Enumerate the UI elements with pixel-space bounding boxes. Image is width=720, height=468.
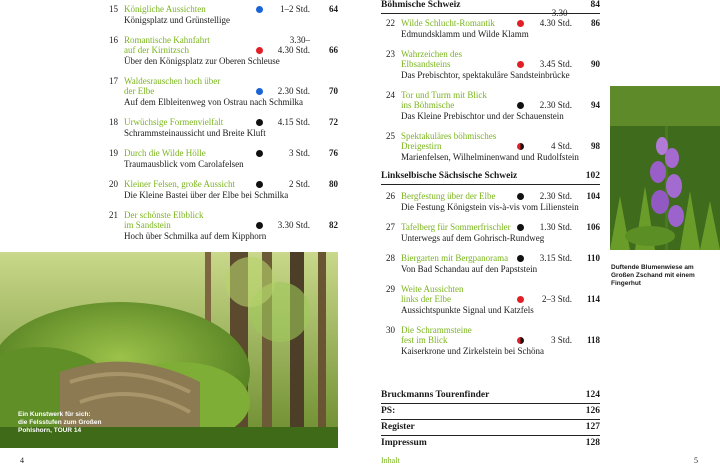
difficulty-dot-icon — [517, 61, 524, 68]
tour-subtitle: Das Prebischtor, spektakuläre Sandsteinbrücke — [401, 70, 570, 80]
appendix-page: 124 — [585, 390, 600, 400]
difficulty-dot-icon — [256, 150, 263, 157]
tour-title: Romantische Kahnfahrt auf der Kirnitzsch — [124, 35, 210, 55]
appendix-label: Impressum — [381, 438, 427, 448]
tour-page: 118 — [586, 335, 600, 345]
appendix-item[interactable] — [381, 390, 600, 402]
tour-entry-15[interactable] — [104, 4, 338, 26]
tour-title: Königliche Aussichten — [124, 4, 206, 14]
appendix-page: 127 — [585, 422, 600, 432]
tour-number: 30 — [386, 325, 395, 335]
difficulty-dot-icon — [517, 20, 524, 27]
tour-duration: 3.15 Std. — [539, 253, 572, 263]
tour-title: Wilde Schlucht-Romantik — [401, 18, 495, 28]
tour-duration: 1–2 Std. — [279, 4, 310, 14]
tour-entry-19[interactable] — [104, 148, 338, 170]
tour-number: 28 — [386, 253, 395, 263]
section-title: Böhmische Schweiz — [381, 0, 461, 10]
appendix-item[interactable] — [381, 438, 600, 450]
appendix-rule — [381, 435, 600, 436]
tour-title: Spektakuläres böhmisches Dreigestirn — [401, 131, 497, 151]
tour-duration: 3 Std. — [550, 335, 572, 345]
tour-number: 27 — [386, 222, 395, 232]
tour-number: 19 — [109, 148, 118, 158]
tour-subtitle: Edmundsklamm und Wilde Klamm — [401, 29, 529, 39]
tour-duration: 2.30 Std. — [539, 191, 572, 201]
difficulty-dot-icon — [256, 47, 263, 54]
tour-title: Die Schrammsteine fest im Blick — [401, 325, 472, 345]
difficulty-dot-icon — [256, 119, 263, 126]
difficulty-dot-icon — [517, 296, 524, 303]
appendix-rule — [381, 403, 600, 404]
tour-duration: 2–3 Std. — [541, 294, 572, 304]
footer-inhalt: Inhalt — [381, 456, 400, 465]
tour-number: 25 — [386, 131, 395, 141]
tour-subtitle: Traumausblick vom Carolafelsen — [124, 159, 244, 169]
tour-entry-20[interactable] — [104, 179, 338, 201]
tour-duration: 3.30– 4.30 Std. — [539, 8, 572, 28]
tour-entry-16[interactable] — [104, 35, 338, 67]
tour-page: 90 — [591, 59, 600, 69]
tour-entry-22[interactable] — [381, 8, 600, 40]
tour-subtitle: Aussichtspunkte Signal und Katzfels — [401, 305, 534, 315]
appendix-item[interactable] — [381, 406, 600, 418]
tour-number: 16 — [109, 35, 118, 45]
tour-entry-18[interactable] — [104, 117, 338, 139]
tour-subtitle: Auf dem Elbleitenweg von Ostrau nach Schmilka — [124, 97, 303, 107]
tour-number: 15 — [109, 4, 118, 14]
section-page: 102 — [585, 171, 600, 181]
difficulty-dot-icon — [517, 143, 524, 150]
tour-subtitle: Die Festung Königstein vis-à-vis vom Lilienstein — [401, 202, 579, 212]
tour-page: 114 — [586, 294, 600, 304]
difficulty-dot-icon — [517, 255, 524, 262]
tour-duration: 3 Std. — [288, 148, 310, 158]
tour-entry-17[interactable] — [104, 76, 338, 108]
appendix-rule — [381, 419, 600, 420]
tour-page: 104 — [586, 191, 600, 201]
tour-page: 66 — [329, 45, 338, 55]
section-page: 84 — [590, 0, 600, 10]
appendix-page: 126 — [585, 406, 600, 416]
section-heading[interactable] — [381, 171, 600, 183]
tour-title: Waldesrauschen hoch über der Elbe — [124, 76, 221, 96]
difficulty-dot-icon — [256, 222, 263, 229]
section-rule — [381, 184, 600, 185]
tour-duration: 4 Std. — [550, 141, 572, 151]
tour-entry-27[interactable] — [381, 222, 600, 244]
tour-entry-28[interactable] — [381, 253, 600, 275]
tour-title: Der schönste Elbblick im Sandstein — [124, 210, 204, 230]
difficulty-dot-icon — [256, 181, 263, 188]
tour-entry-21[interactable] — [104, 210, 338, 242]
tour-duration: 3.45 Std. — [539, 59, 572, 69]
tour-subtitle: Marienfelsen, Wilhelminenwand und Rudolfstein — [401, 152, 579, 162]
tour-page: 72 — [329, 117, 338, 127]
tour-page: 106 — [586, 222, 600, 232]
tour-title: Durch die Wilde Hölle — [124, 148, 206, 158]
tour-duration: 4.15 Std. — [277, 117, 310, 127]
tour-duration: 2.30 Std. — [539, 100, 572, 110]
tour-page: 98 — [591, 141, 600, 151]
tour-subtitle: Hoch über Schmilka auf dem Kipphorn — [124, 231, 267, 241]
tour-duration: 2.30 Std. — [277, 86, 310, 96]
appendix-label: PS: — [381, 406, 396, 416]
tour-subtitle: Unterwegs auf dem Gohrisch-Rundweg — [401, 233, 545, 243]
tour-title: Urwüchsige Formenvielfalt — [124, 117, 224, 127]
tour-duration: 2 Std. — [288, 179, 310, 189]
tour-page: 82 — [329, 220, 338, 230]
photo-foxglove-image — [610, 86, 720, 250]
tour-number: 21 — [109, 210, 118, 220]
appendix-label: Register — [381, 422, 415, 432]
photo-foxglove — [610, 86, 720, 250]
tour-page: 70 — [329, 86, 338, 96]
section-title: Linkselbische Sächsische Schweiz — [381, 171, 518, 181]
difficulty-dot-icon — [517, 102, 524, 109]
tour-duration: 1.30 Std. — [539, 222, 572, 232]
tour-number: 24 — [386, 90, 395, 100]
tour-subtitle: Die Kleine Bastei über der Elbe bei Schmilka — [124, 190, 289, 200]
tour-duration: 3.30– 4.30 Std. — [277, 35, 310, 55]
page-number-left: 4 — [20, 456, 24, 465]
tour-number: 23 — [386, 49, 395, 59]
tour-title: Tafelberg für Sommerfrischler — [401, 222, 511, 232]
tour-subtitle: Schrammsteinaussicht und Breite Kluft — [124, 128, 266, 138]
tour-title: Biergarten mit Bergpanorama — [401, 253, 509, 263]
tour-entry-29[interactable] — [381, 284, 600, 316]
tour-subtitle: Das Kleine Prebischtor und der Schauenstein — [401, 111, 564, 121]
tour-entry-23[interactable] — [381, 49, 600, 81]
tour-subtitle: Von Bad Schandau auf den Papststein — [401, 264, 538, 274]
tour-entry-26[interactable] — [381, 191, 600, 213]
tour-subtitle: Königsplatz und Grünstellige — [124, 15, 230, 25]
tour-number: 22 — [386, 18, 395, 28]
tour-title: Tor und Turm mit Blick ins Böhmische — [401, 90, 487, 110]
appendix-label: Bruckmanns Tourenfinder — [381, 390, 490, 400]
tour-subtitle: Über den Königsplatz zur Oberen Schleuse — [124, 56, 280, 66]
appendix-page: 128 — [585, 438, 600, 448]
tour-page: 80 — [329, 179, 338, 189]
tour-title: Bergfestung über der Elbe — [401, 191, 496, 201]
tour-duration: 3.30 Std. — [277, 220, 310, 230]
caption-right: Duftende Blumenwiese am Großen Zschand mit einem Fingerhut — [611, 264, 695, 287]
difficulty-dot-icon — [256, 6, 263, 13]
tour-page: 110 — [586, 253, 600, 263]
tour-number: 20 — [109, 179, 118, 189]
tour-entry-25[interactable] — [381, 131, 600, 163]
difficulty-dot-icon — [517, 193, 524, 200]
caption-left: Ein Kunstwerk für sich: die Felsstufen zum Großen Pohlshorn, TOUR 14 — [18, 411, 102, 434]
tour-title: Kleiner Felsen, große Aussicht — [124, 179, 235, 189]
tour-page: 86 — [591, 18, 600, 28]
tour-page: 64 — [329, 4, 338, 14]
tour-subtitle: Kaiserkrone und Zirkelstein bei Schöna — [401, 346, 544, 356]
tour-page: 76 — [329, 148, 338, 158]
tour-title: Weite Aussichten links der Elbe — [401, 284, 464, 304]
tour-number: 29 — [386, 284, 395, 294]
tour-number: 26 — [386, 191, 395, 201]
page-number-right: 5 — [694, 456, 698, 465]
tour-entry-30[interactable] — [381, 325, 600, 357]
difficulty-dot-icon — [517, 337, 524, 344]
difficulty-dot-icon — [256, 88, 263, 95]
tour-number: 17 — [109, 76, 118, 86]
difficulty-dot-icon — [517, 224, 524, 231]
appendix-item[interactable] — [381, 422, 600, 434]
tour-number: 18 — [109, 117, 118, 127]
tour-entry-24[interactable] — [381, 90, 600, 122]
tour-page: 94 — [591, 100, 600, 110]
tour-title: Wahrzeichen des Elbsandsteins — [401, 49, 462, 69]
